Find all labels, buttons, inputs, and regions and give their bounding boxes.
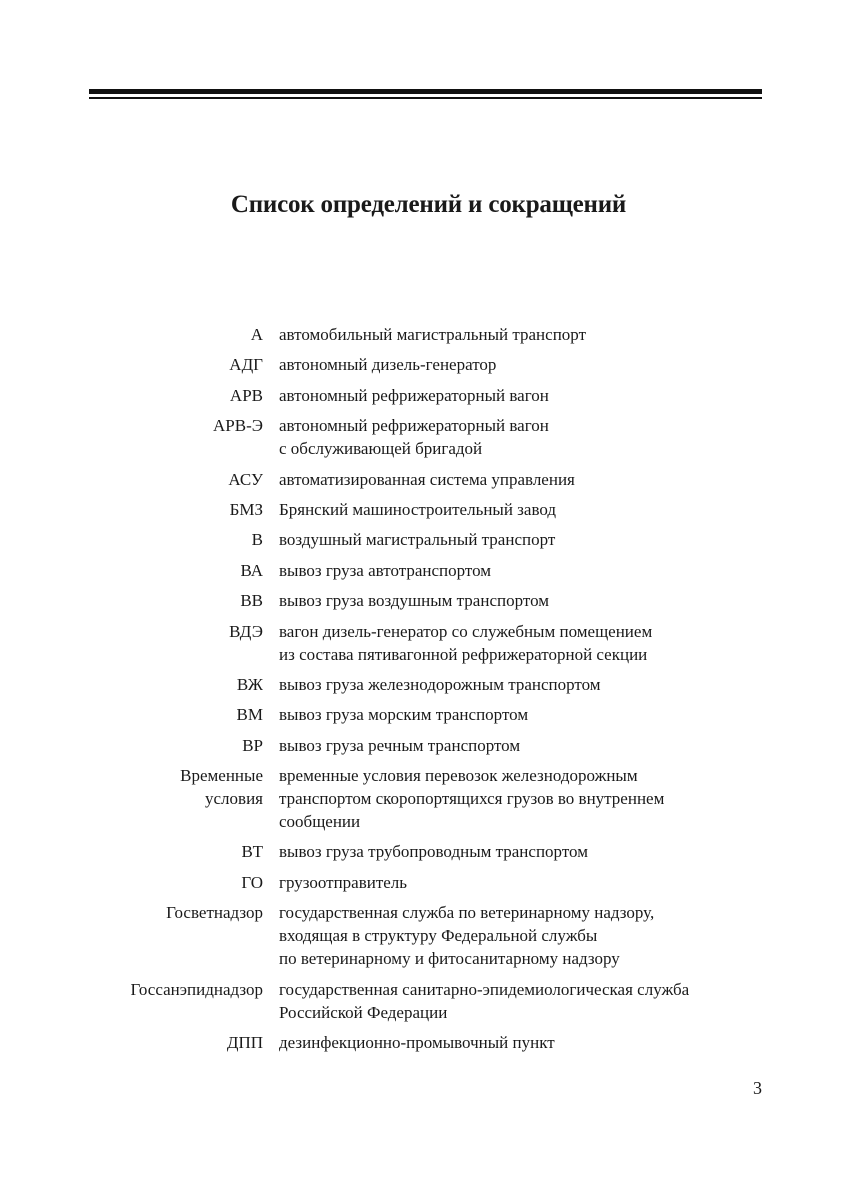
abbreviation-entry xyxy=(0,323,857,346)
abbreviation-definition xyxy=(279,559,749,582)
abbreviation-term xyxy=(0,840,263,863)
abbreviation-term xyxy=(0,978,263,1024)
abbreviation-definition xyxy=(279,589,749,612)
abbreviation-definition-line: из состава пятивагонной рефрижераторной секции xyxy=(279,644,648,664)
abbreviation-definition-line: временные условия перевозок железнодорожным xyxy=(279,766,638,786)
abbreviation-term xyxy=(0,528,263,551)
abbreviation-entry xyxy=(0,871,857,894)
abbreviation-term xyxy=(0,1031,263,1054)
abbreviation-term xyxy=(0,353,263,376)
abbreviation-definition xyxy=(279,978,749,1024)
abbreviation-entry xyxy=(0,734,857,757)
abbreviation-term-line: ГО xyxy=(241,872,263,892)
abbreviation-entry xyxy=(0,353,857,376)
abbreviation-term-line: ВТ xyxy=(241,842,263,862)
abbreviation-term xyxy=(0,871,263,894)
abbreviation-term xyxy=(0,673,263,696)
abbreviation-term xyxy=(0,498,263,521)
abbreviation-definition xyxy=(279,414,749,460)
page-title: Список определений и сокращений xyxy=(230,191,627,218)
abbreviation-definition-line: вывоз груза автотранспортом xyxy=(279,560,492,580)
page-number: 3 xyxy=(753,1078,762,1098)
abbreviation-term xyxy=(0,620,263,666)
abbreviation-definition-line: автономный рефрижераторный вагон xyxy=(279,385,549,405)
abbreviation-definition xyxy=(279,673,749,696)
abbreviation-entry xyxy=(0,620,857,666)
abbreviation-definition-line: автоматизированная система управления xyxy=(279,469,575,489)
abbreviation-entry xyxy=(0,528,857,551)
abbreviation-term-line: ВДЭ xyxy=(229,621,263,641)
abbreviation-entry xyxy=(0,414,857,460)
abbreviation-definition-line: вывоз груза трубопроводным транспортом xyxy=(279,842,588,862)
abbreviation-term-line: ВА xyxy=(240,560,263,580)
abbreviation-term-line: ВР xyxy=(242,735,263,755)
abbreviation-term xyxy=(0,414,263,460)
abbreviation-entry xyxy=(0,1031,857,1054)
abbreviation-term xyxy=(0,468,263,491)
abbreviation-term-line: АРВ-Э xyxy=(213,416,263,436)
abbreviation-definition-line: воздушный магистральный транспорт xyxy=(279,530,556,550)
abbreviation-definition xyxy=(279,901,749,970)
abbreviation-term-line: ДПП xyxy=(226,1033,263,1053)
abbreviation-entry xyxy=(0,840,857,863)
abbreviation-term xyxy=(0,764,263,833)
abbreviation-definition xyxy=(279,620,749,666)
abbreviation-term xyxy=(0,734,263,757)
abbreviation-entry xyxy=(0,978,857,1024)
abbreviation-definition xyxy=(279,734,749,757)
abbreviation-entry xyxy=(0,559,857,582)
abbreviation-definition-line: грузоотправитель xyxy=(279,872,408,892)
abbreviation-definition-line: с обслуживающей бригадой xyxy=(279,439,483,459)
abbreviation-entry xyxy=(0,673,857,696)
abbreviation-definition-line: государственная санитарно-эпидемиологическая служба xyxy=(279,979,690,999)
abbreviation-term-line: условия xyxy=(205,789,263,809)
abbreviation-term-line: АДГ xyxy=(229,355,263,375)
abbreviation-definition-line: автомобильный магистральный транспорт xyxy=(279,325,587,344)
abbreviation-definition-line: транспортом скоропортящихся грузов во внутреннем xyxy=(279,789,665,809)
abbreviation-entry xyxy=(0,468,857,491)
abbreviation-definition-line: вывоз груза воздушным транспортом xyxy=(279,591,550,611)
abbreviation-term-line: ВВ xyxy=(240,591,263,611)
abbreviation-definition-line: Российской Федерации xyxy=(279,1002,448,1022)
abbreviation-definition xyxy=(279,703,749,726)
abbreviation-term xyxy=(0,589,263,612)
abbreviation-definition xyxy=(279,764,749,833)
abbreviation-definition xyxy=(279,871,749,894)
abbreviation-definition xyxy=(279,384,749,407)
abbreviation-definition-line: дезинфекционно-промывочный пункт xyxy=(279,1033,555,1053)
abbreviation-entry xyxy=(0,901,857,970)
abbreviation-term-line: ВЖ xyxy=(236,674,263,694)
abbreviation-term-line: АСУ xyxy=(228,469,263,489)
abbreviation-term xyxy=(0,703,263,726)
abbreviation-definition-line: вывоз груза речным транспортом xyxy=(279,735,521,755)
abbreviation-definition-line: входящая в структуру Федеральной службы xyxy=(279,926,598,946)
abbreviation-definition xyxy=(279,528,749,551)
abbreviation-definition-line: вагон дизель-генератор со служебным помещением xyxy=(279,621,653,641)
abbreviation-definition xyxy=(279,323,749,346)
header-rule-thin xyxy=(89,97,762,99)
abbreviation-definition-line: Брянский машиностроительный завод xyxy=(279,499,557,519)
abbreviation-term xyxy=(0,323,263,346)
abbreviation-definition xyxy=(279,1031,749,1054)
abbreviation-definition xyxy=(279,353,749,376)
abbreviation-definition-line: сообщении xyxy=(279,812,361,832)
abbreviation-term-line: А xyxy=(250,325,263,344)
abbreviation-term-line: Временные xyxy=(180,766,263,786)
abbreviation-entry xyxy=(0,764,857,833)
abbreviation-definition-line: вывоз груза железнодорожным транспортом xyxy=(279,674,601,694)
abbreviation-definition-line: вывоз груза морским транспортом xyxy=(279,705,529,725)
abbreviation-entry xyxy=(0,589,857,612)
abbreviation-definition-line: автономный рефрижераторный вагон xyxy=(279,416,549,436)
abbreviation-list xyxy=(0,323,857,1061)
abbreviation-term-line: АРВ xyxy=(229,385,263,405)
abbreviation-definition xyxy=(279,498,749,521)
abbreviation-entry xyxy=(0,384,857,407)
abbreviation-term-line: Госсанэпиднадзор xyxy=(130,979,263,999)
header-rule-thick xyxy=(89,89,762,94)
abbreviation-definition xyxy=(279,840,749,863)
abbreviation-term xyxy=(0,901,263,970)
abbreviation-entry xyxy=(0,703,857,726)
abbreviation-definition xyxy=(279,468,749,491)
abbreviation-term xyxy=(0,559,263,582)
abbreviation-term-line: БМЗ xyxy=(229,499,263,519)
abbreviation-term-line: Госветнадзор xyxy=(166,903,263,923)
abbreviation-definition-line: по ветеринарному и фитосанитарному надзору xyxy=(279,949,620,969)
abbreviation-term xyxy=(0,384,263,407)
abbreviation-term-line: ВМ xyxy=(236,705,263,725)
abbreviation-definition-line: государственная служба по ветеринарному надзору, xyxy=(279,903,655,923)
abbreviation-entry xyxy=(0,498,857,521)
abbreviation-definition-line: автономный дизель-генератор xyxy=(279,355,497,375)
abbreviation-term-line: В xyxy=(251,530,263,550)
